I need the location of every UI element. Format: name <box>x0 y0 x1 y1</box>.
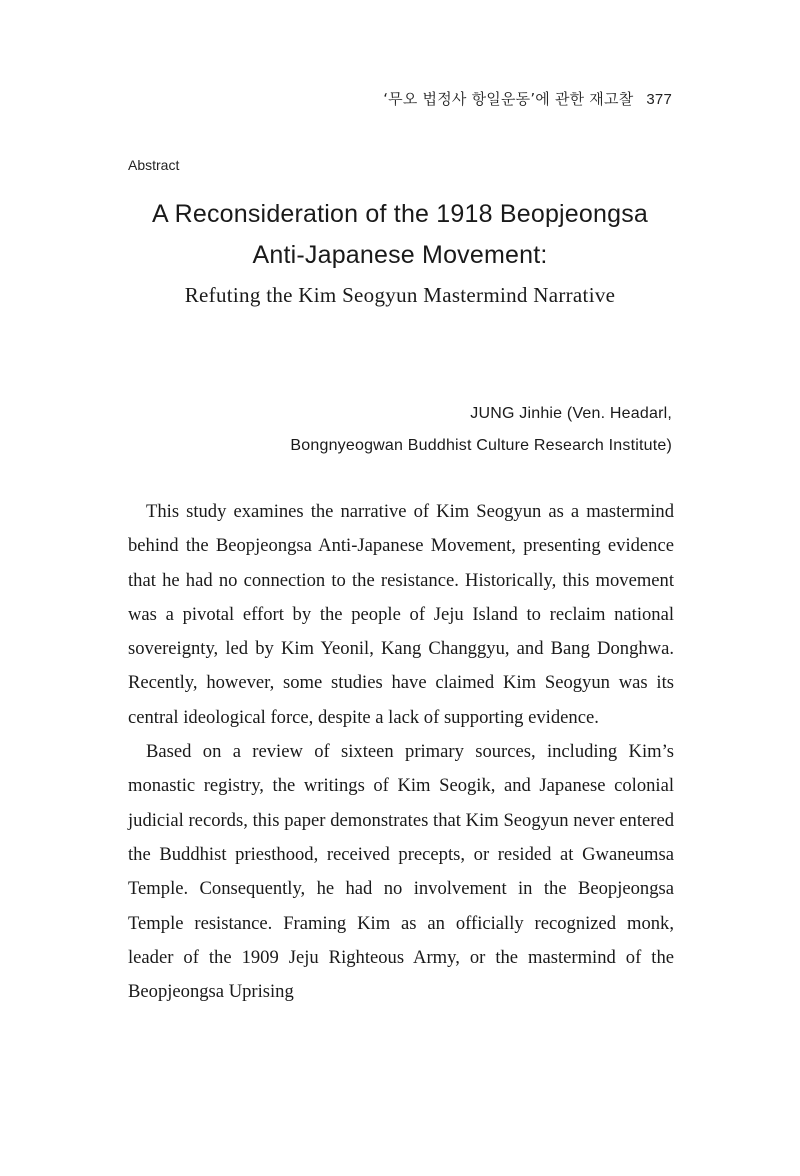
running-title: ‘무오 법정사 항일운동’에 관한 재고찰 <box>383 90 634 108</box>
title-line-1: A Reconsideration of the 1918 Beopjeongsa <box>151 200 649 228</box>
running-header <box>383 88 672 109</box>
author-block <box>290 398 672 462</box>
author-name: JUNG Jinhie (Ven. Headarl, <box>470 405 672 422</box>
body-paragraph: This study examines the narrative of Kim Seogyun as a mastermind behind the Beopjeongsa Anti-Japanese Movement, presenting evidence that he had no connection to the resistance. Historically, this movement was a pivotal effort by the people of Jeju Island to reclaim national sovereignty, led by Kim Yeonil, Kang Changgyu, and Bang Donghwa. Recently, however, some studies have claimed Kim Seogyun was its central ideological force, despite a lack of supporting evidence. <box>128 501 674 728</box>
abstract-body <box>128 495 674 1009</box>
section-label: Abstract <box>128 157 180 173</box>
article-title <box>100 194 700 276</box>
page-number: 377 <box>646 91 672 108</box>
author-affiliation: Bongnyeogwan Buddhist Culture Research Institute) <box>290 437 672 454</box>
article-subtitle: Refuting the Kim Seogyun Mastermind Narrative <box>184 283 616 307</box>
title-line-2: Anti-Japanese Movement: <box>252 241 548 269</box>
body-paragraph: Based on a review of sixteen primary sources, including Kim’s monastic registry, the writings of Kim Seogik, and Japanese colonial judicial records, this paper demonstrates that Kim Seogyun never entered the Buddhist priesthood, received precepts, or resided at Gwaneumsa Temple. Consequently, he had no involvement in the Beopjeongsa Temple resistance. Framing Kim as an officially recognized monk, leader of the 1909 Jeju Righteous Army, or the mastermind of the Beopjeongsa Uprising <box>128 741 674 1003</box>
